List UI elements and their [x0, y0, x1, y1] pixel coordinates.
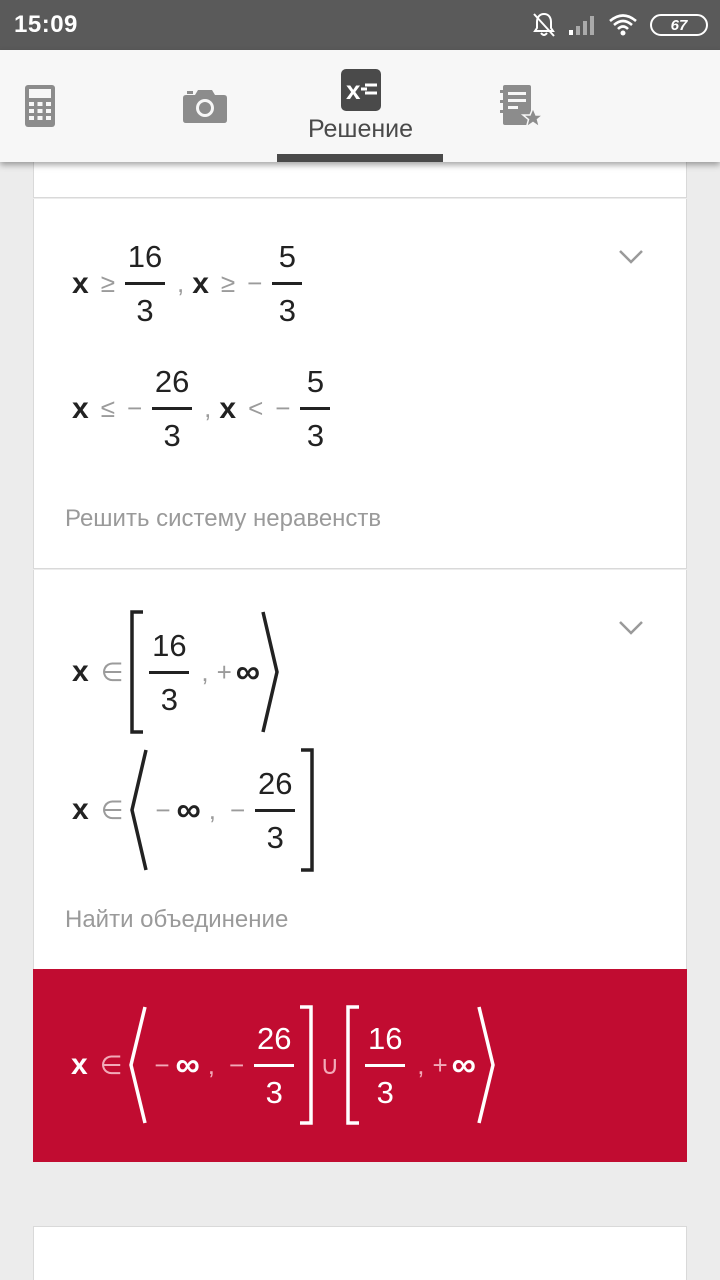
chevron-down-icon[interactable] [618, 614, 644, 640]
math-fraction [149, 627, 189, 717]
battery-indicator: 67 [650, 14, 708, 36]
fraction-bar [255, 809, 295, 812]
math-sign: − [229, 1049, 245, 1080]
saved-notebook-star-icon [499, 84, 545, 128]
right-angle-bracket [476, 1005, 496, 1125]
math-fraction [255, 765, 295, 855]
status-icons [532, 12, 708, 38]
math-variable: x [219, 391, 237, 425]
fraction-bar [365, 1064, 405, 1067]
chevron-down-icon[interactable] [618, 243, 644, 269]
calculator-icon [24, 84, 56, 128]
fraction-bar [272, 282, 302, 285]
infinity-symbol: ∞ [175, 1045, 200, 1084]
interval-line-2 [72, 748, 315, 872]
tab-saved[interactable] [482, 50, 562, 162]
math-operator: ≥ [220, 268, 236, 298]
math-comma: , [201, 656, 209, 687]
inequality-line-1 [72, 241, 306, 326]
left-angle-bracket [128, 1005, 148, 1125]
math-variable: x [72, 266, 89, 300]
math-operator: < [248, 393, 264, 423]
fraction-denominator: 3 [265, 1074, 283, 1110]
inequality-line-2 [72, 366, 334, 451]
tab-calculator[interactable] [0, 50, 80, 162]
math-variable: x [72, 391, 89, 425]
fraction-denominator: 3 [136, 293, 154, 328]
x-solve-icon [341, 69, 381, 111]
infinity-symbol: ∞ [451, 1045, 476, 1084]
tab-solution[interactable] [278, 50, 443, 162]
math-sign: − [154, 1049, 170, 1080]
top-tab-bar [0, 50, 720, 162]
math-sign: − [275, 393, 291, 423]
signal-icon [568, 14, 596, 36]
tab-camera[interactable] [165, 50, 245, 162]
status-time: 15:09 [14, 11, 78, 38]
fraction-numerator: 5 [306, 364, 325, 399]
right-square-bracket [298, 1005, 314, 1125]
fraction-denominator: 3 [163, 418, 181, 453]
math-comma: , [204, 393, 212, 423]
final-answer-card[interactable] [33, 969, 687, 1162]
tab-solution-label: Решение [307, 114, 414, 143]
math-fraction [152, 366, 192, 451]
active-tab-indicator [277, 154, 443, 162]
infinity-symbol: ∞ [176, 790, 201, 829]
fraction-numerator: 5 [278, 239, 296, 274]
fraction-bar [254, 1064, 294, 1067]
left-angle-bracket [129, 748, 149, 872]
step-find-union-card[interactable] [33, 570, 687, 970]
fraction-denominator: 3 [278, 293, 296, 328]
camera-icon [182, 88, 228, 124]
fraction-numerator: 16 [367, 1020, 403, 1056]
fraction-numerator: 26 [154, 364, 190, 399]
math-sign: − [126, 393, 143, 423]
math-sign: + [432, 1049, 448, 1080]
next-section-title-partial [68, 1271, 188, 1280]
math-sign: − [247, 268, 263, 298]
math-sign: + [216, 656, 232, 687]
fraction-bar [149, 671, 189, 674]
interval-line-1 [72, 610, 280, 734]
fraction-bar [300, 407, 330, 410]
math-variable: x [72, 655, 89, 688]
math-sign: − [230, 794, 246, 825]
fraction-denominator: 3 [266, 819, 284, 855]
svg-text:x: x [345, 74, 360, 105]
math-operator: ∈ [100, 656, 124, 687]
math-sign: − [155, 794, 171, 825]
math-operator: ≤ [100, 393, 115, 423]
wifi-icon [608, 13, 638, 37]
fraction-bar [125, 282, 165, 285]
step-caption: Решить систему неравенств [65, 505, 382, 532]
math-operator: ≥ [100, 268, 115, 298]
fraction-numerator: 26 [257, 765, 293, 801]
fraction-numerator: 16 [127, 239, 163, 274]
step-solve-system-card[interactable] [33, 199, 687, 569]
fraction-denominator: 3 [160, 681, 178, 717]
math-comma: , [207, 1049, 216, 1080]
math-operator: ∈ [99, 1049, 123, 1080]
fraction-numerator: 26 [256, 1020, 292, 1056]
math-variable: x [71, 1048, 88, 1081]
final-answer-line [71, 1005, 496, 1125]
status-bar [0, 0, 720, 50]
left-square-bracket [345, 1005, 361, 1125]
math-fraction [272, 241, 302, 326]
next-section-card[interactable] [33, 1226, 687, 1280]
math-variable: x [192, 266, 209, 300]
right-angle-bracket [260, 610, 280, 734]
step-caption: Найти объединение [65, 906, 289, 933]
math-comma: , [417, 1049, 425, 1080]
math-fraction [125, 241, 165, 326]
math-variable: x [72, 793, 89, 826]
math-fraction [365, 1020, 405, 1110]
union-operator: ∪ [320, 1049, 340, 1080]
math-fraction [300, 366, 330, 451]
left-square-bracket [129, 610, 145, 734]
right-square-bracket [299, 748, 315, 872]
math-comma: , [176, 268, 185, 298]
math-operator: ∈ [100, 794, 124, 825]
math-comma: , [208, 794, 217, 825]
notifications-off-icon [532, 12, 556, 38]
fraction-numerator: 16 [152, 627, 187, 663]
math-fraction [254, 1020, 294, 1110]
infinity-symbol: ∞ [235, 652, 261, 691]
fraction-bar [152, 407, 192, 410]
fraction-denominator: 3 [306, 418, 325, 453]
fraction-denominator: 3 [376, 1074, 394, 1110]
